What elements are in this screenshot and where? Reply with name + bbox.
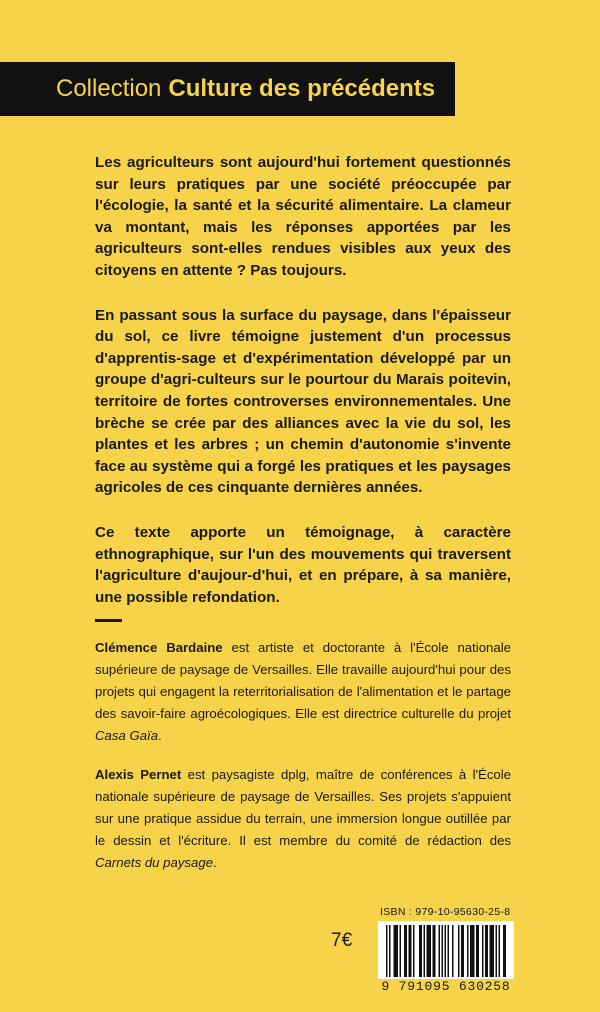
- barcode-bar: [452, 925, 454, 977]
- barcode-bar: [419, 925, 422, 977]
- barcode-bar: [409, 925, 412, 977]
- author-bio-italic: Casa Gaïa: [95, 728, 159, 743]
- barcode-bars: [378, 921, 514, 979]
- author-bio-text: est paysagiste dplg, maître de conférences à l'École nationale supérieure de paysage de Versailles. Ses projets s'appuient sur une pratique assidue du terrain, une immersion longue outillée par le dessin et l'écriture. Il est membre du comité de rédaction des: [95, 767, 512, 848]
- author-bio: [95, 764, 511, 874]
- blurb-paragraph: Ce texte apporte un témoignage, à caractère ethnographique, sur l'un des mouvements qui traversent l'agriculture d'aujour-d'hui, et en prépare, à sa manière, une possible refondation.: [95, 523, 511, 606]
- author-bio-italic: Carnets du paysage: [95, 855, 214, 870]
- isbn-label: ISBN : 979-10-95630-25-8: [380, 906, 511, 918]
- barcode-bar: [427, 925, 432, 977]
- barcode-bar: [386, 925, 388, 977]
- barcode-bar: [503, 925, 506, 977]
- collection-name: Culture des précédents: [168, 75, 436, 102]
- barcode-bar: [400, 925, 402, 977]
- barcode-bar: [424, 925, 426, 977]
- barcode-digits: 9 791095 630258: [381, 979, 511, 994]
- collection-banner: [0, 62, 455, 116]
- blurb: [95, 152, 511, 631]
- barcode-bar: [439, 925, 441, 977]
- barcode-bar: [467, 925, 469, 977]
- barcode-bar: [448, 925, 450, 977]
- author-bio-end: .: [158, 728, 162, 743]
- author-bio-end: .: [213, 855, 217, 870]
- author-bio-text: est artiste et doctorante à l'École nationale supérieure de paysage de Versailles. Elle travaille aujourd'hui pour des projets qui engagent la reterritorialisation de l'alimentation et le partage des savoir-faire agroécologiques. Elle est directrice culturelle du projet: [95, 640, 511, 721]
- author-bio: [95, 637, 511, 747]
- price: 7€: [331, 930, 353, 951]
- author-name: Alexis Pernet: [95, 767, 182, 782]
- barcode-bar: [470, 925, 475, 977]
- barcode-bar: [445, 925, 447, 977]
- barcode-bar: [404, 925, 407, 977]
- barcode-bar: [389, 925, 391, 977]
- section-divider: [95, 619, 122, 622]
- blurb-paragraph: Les agriculteurs sont aujourd'hui fortement questionnés sur leurs pratiques par une société préoccupée par l'écologie, la santé et la sécurité alimentaire. La clameur va montant, mais les réponses apportées par les agriculteurs sont-elles rendues visibles aux yeux des citoyens en attente ? Pas toujours.: [95, 154, 511, 279]
- barcode-bar: [496, 925, 498, 977]
- collection-prefix: Collection: [56, 75, 162, 102]
- author-bios: [95, 637, 511, 891]
- barcode-bar: [485, 925, 488, 977]
- barcode-bar: [499, 925, 501, 977]
- barcode-bar: [476, 925, 479, 977]
- barcode-bar: [394, 925, 399, 977]
- barcode-bar: [433, 925, 436, 977]
- author-name: Clémence Bardaine: [95, 640, 223, 655]
- barcode-bar: [482, 925, 484, 977]
- barcode-bar: [458, 925, 460, 977]
- barcode-bar: [413, 925, 415, 977]
- barcode-bar: [490, 925, 495, 977]
- barcode: [378, 921, 514, 999]
- barcode-bar: [442, 925, 444, 977]
- blurb-paragraph: En passant sous la surface du paysage, dans l'épaisseur du sol, ce livre témoigne justement d'un processus d'apprentis-sage et d'expérimentation développé par un groupe d'agri-culteurs sur le pourtour du Marais poitevin, territoire de fortes controverses environnementales. Une brèche se crée par des alliances avec la vie du sol, les plantes et les arbres ; un chemin d'autonomie s'invente face au système qui a forgé les pratiques et les paysages agricoles de ces cinquante dernières années.: [95, 306, 511, 497]
- barcode-bar: [461, 925, 464, 977]
